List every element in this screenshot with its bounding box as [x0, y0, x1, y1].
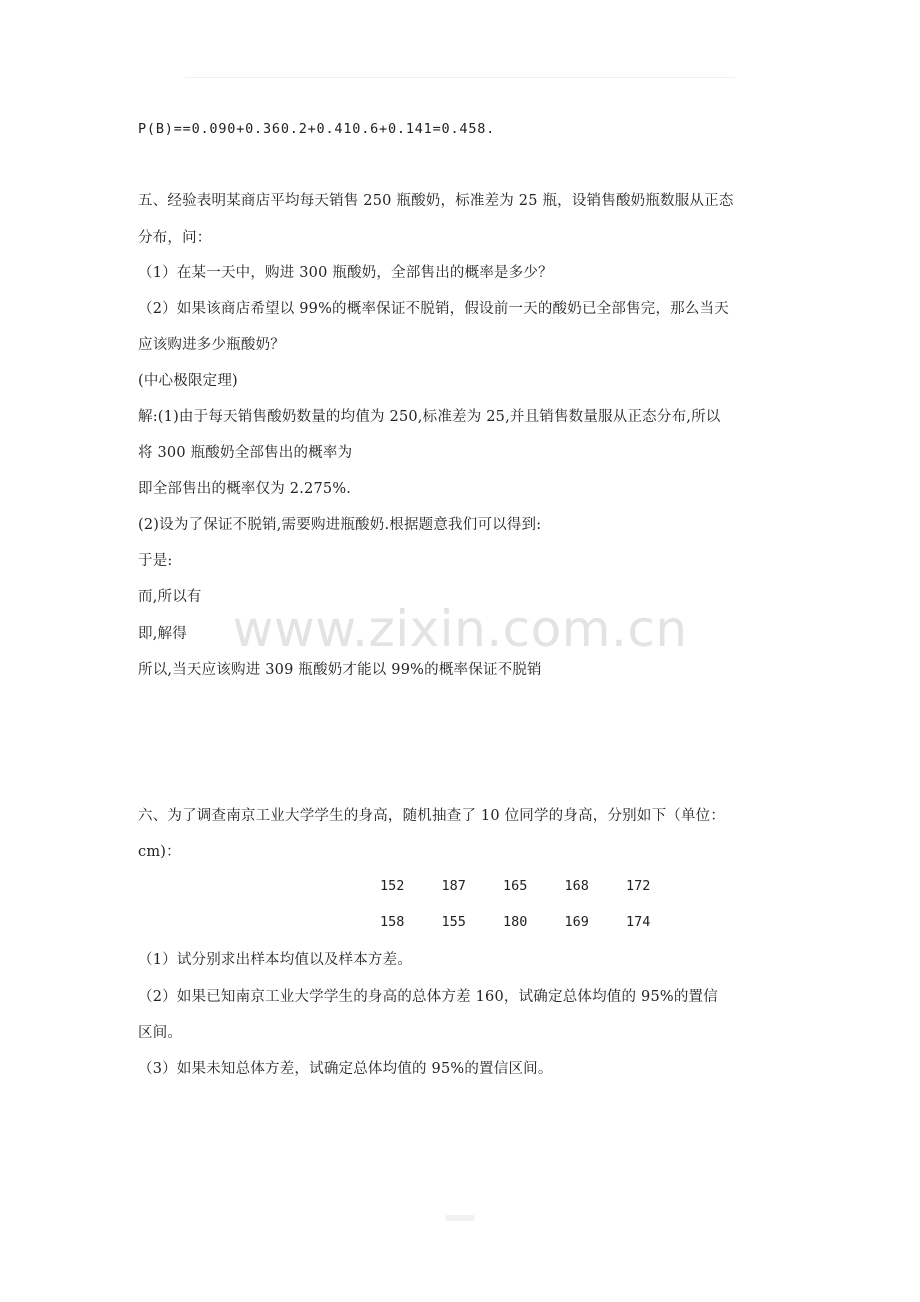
- height-data-row-2: [380, 914, 688, 930]
- q5-solution-1-line1: 解:(1)由于每天销售酸奶数量的均值为 250,标准差为 25,并且销售数量服从正态分布,所以: [138, 409, 721, 425]
- q6-subquestion-2-line2: 区间。: [138, 1025, 183, 1041]
- q5-subquestion-2-line2: 应该购进多少瓶酸奶？: [138, 337, 285, 353]
- height-value: 174: [626, 914, 651, 930]
- q5-solution-2-line4: 即,解得: [138, 626, 187, 642]
- q6-subquestion-3: （3）如果未知总体方差，试确定总体均值的 95%的置信区间。: [138, 1061, 553, 1077]
- height-value: 169: [564, 914, 589, 930]
- q5-solution-2-line1: (2)设为了保证不脱销,需要购进瓶酸奶.根据题意我们可以得到:: [138, 517, 542, 533]
- q5-solution-2-line2: 于是:: [138, 553, 173, 569]
- height-value: 187: [441, 878, 466, 894]
- header-rule: [185, 77, 735, 78]
- q5-title-line2: 分布，问：: [138, 230, 212, 246]
- watermark: www.zixin.com.cn: [232, 600, 688, 658]
- probability-formula: P(B)==0.090+0.360.2+0.410.6+0.141=0.458.: [138, 121, 496, 137]
- q6-subquestion-1: （1）试分别求出样本均值以及样本方差。: [138, 952, 413, 968]
- footer-mark: [445, 1215, 475, 1221]
- height-value: 168: [564, 878, 589, 894]
- q5-title-line1: 五、经验表明某商店平均每天销售 250 瓶酸奶，标准差为 25 瓶，设销售酸奶瓶数服从正态: [138, 193, 734, 209]
- q5-solution-1-line3: 即全部售出的概率仅为 2.275%.: [138, 481, 352, 497]
- height-value: 165: [503, 878, 528, 894]
- q6-title-line1: 六、为了调查南京工业大学学生的身高，随机抽查了 10 位同学的身高，分别如下（单位：: [138, 808, 726, 824]
- q5-subquestion-2-line1: （2）如果该商店希望以 99%的概率保证不脱销，假设前一天的酸奶已全部售完，那么当天: [138, 301, 729, 317]
- height-value: 172: [626, 878, 651, 894]
- q5-solution-1-line2: 将 300 瓶酸奶全部售出的概率为: [138, 445, 353, 461]
- height-value: 180: [503, 914, 528, 930]
- height-data-row-1: [380, 878, 688, 894]
- height-value: 152: [380, 878, 405, 894]
- q5-subquestion-1: （1）在某一天中，购进 300 瓶酸奶，全部售出的概率是多少？: [138, 265, 553, 281]
- q6-title-line2: cm)：: [138, 844, 181, 860]
- q5-solution-2-line5: 所以,当天应该购进 309 瓶酸奶才能以 99%的概率保证不脱销: [138, 662, 542, 678]
- q5-hint: (中心极限定理): [138, 373, 238, 389]
- q6-subquestion-2-line1: （2）如果已知南京工业大学学生的身高的总体方差 160，试确定总体均值的 95%的置信: [138, 989, 718, 1005]
- q5-solution-2-line3: 而,所以有: [138, 589, 202, 605]
- height-value: 155: [441, 914, 466, 930]
- height-value: 158: [380, 914, 405, 930]
